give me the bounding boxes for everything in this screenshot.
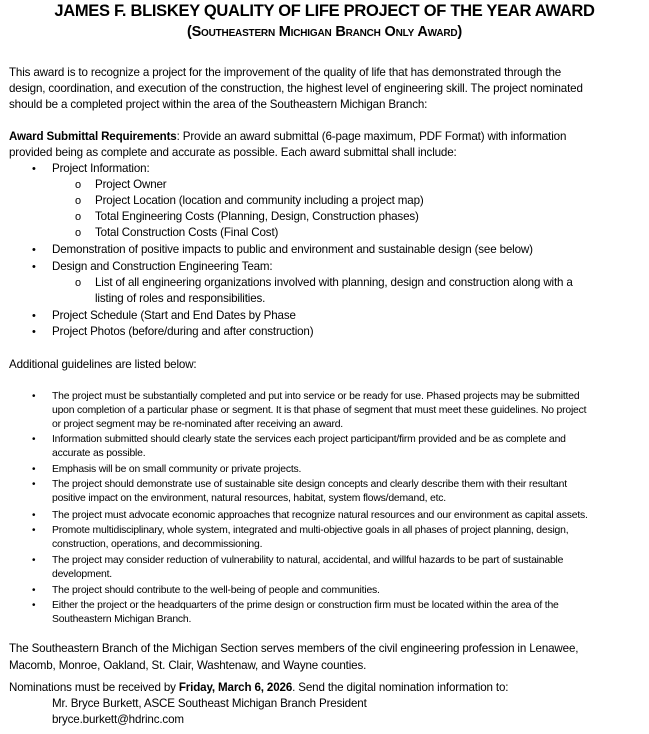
bullet-icon: • <box>32 479 36 490</box>
branch-line: Macomb, Monroe, Oakland, St. Clair, Washtenaw, and Wayne counties. <box>9 659 367 672</box>
guideline-line: Southeastern Michigan Branch. <box>52 614 192 625</box>
page-subtitle: (Southeastern Michigan Branch Only Award) <box>186 24 463 40</box>
guideline-line: The project must advocate economic approaches that recognize natural resources and our environment as capital assets. <box>52 510 588 521</box>
branch-line: The Southeastern Branch of the Michigan Section serves members of the civil engineering profession in Lenawee, <box>9 642 579 655</box>
guidelines-intro: Additional guidelines are listed below: <box>9 358 197 371</box>
requirements-label: Award Submittal Requirements <box>9 130 177 143</box>
bullet-icon: • <box>32 310 36 322</box>
bullet-icon: • <box>32 555 36 566</box>
contact-name: Mr. Bryce Burkett, ASCE Southeast Michigan Branch President <box>52 697 367 710</box>
circle-bullet-icon: o <box>75 195 82 207</box>
guideline-line: upon completion of a particular phase or segment. It is that phase of segment that must meet these guidelines. No project <box>52 405 587 416</box>
requirements-line: Award Submittal Requirements: Provide an award submittal (6-page maximum, PDF Format) with information <box>9 130 567 143</box>
list-item: Demonstration of positive impacts to public and environment and sustainable design (see below) <box>52 243 533 256</box>
list-item: Project Owner <box>95 178 167 191</box>
list-item: Project Location (location and community including a project map) <box>95 194 424 207</box>
guideline-line: Emphasis will be on small community or private projects. <box>52 464 302 475</box>
intro-line: should be a completed project within the area of the Southeastern Michigan Branch: <box>9 98 428 111</box>
bullet-icon: • <box>32 510 36 521</box>
bullet-icon: • <box>32 326 36 338</box>
list-item: Total Construction Costs (Final Cost) <box>95 226 279 239</box>
circle-bullet-icon: o <box>75 227 82 239</box>
bullet-icon: • <box>32 600 36 611</box>
contact-email-link[interactable]: bryce.burkett@hdrinc.com <box>52 713 184 726</box>
requirements-line: provided being as complete and accurate as possible. Each award submittal shall include: <box>9 146 457 159</box>
guideline-line: The project may consider reduction of vulnerability to natural, accidental, and willful hazards to be part of sustainable <box>52 555 564 566</box>
deadline-date: Friday, March 6, 2026 <box>178 681 293 694</box>
guideline-line: The project should demonstrate use of sustainable site design concepts and clearly describe them with their resultant <box>52 479 567 490</box>
list-item: List of all engineering organizations involved with planning, design and construction along with a <box>95 276 573 289</box>
bullet-icon: • <box>32 525 36 536</box>
guideline-line: construction, operations, and decommissioning. <box>52 539 263 550</box>
list-item: Project Schedule (Start and End Dates by Phase <box>52 309 296 322</box>
list-item: Project Information: <box>52 162 150 175</box>
guideline-line: Information submitted should clearly state the services each project participant/firm provided and be as complete and <box>52 434 566 445</box>
circle-bullet-icon: o <box>75 277 82 289</box>
list-item: Project Photos (before/during and after construction) <box>52 325 314 338</box>
guideline-line: The project should contribute to the well-being of people and communities. <box>52 585 380 596</box>
list-item: Total Engineering Costs (Planning, Design, Construction phases) <box>95 210 419 223</box>
bullet-icon: • <box>32 391 36 402</box>
page-title: JAMES F. BLISKEY QUALITY OF LIFE PROJECT OF THE YEAR AWARD <box>54 2 595 20</box>
bullet-icon: • <box>32 434 36 445</box>
list-item-continuation: listing of roles and responsibilities. <box>95 292 266 305</box>
bullet-icon: • <box>32 585 36 596</box>
circle-bullet-icon: o <box>75 179 82 191</box>
list-item: Design and Construction Engineering Team: <box>52 260 273 273</box>
bullet-icon: • <box>32 244 36 256</box>
circle-bullet-icon: o <box>75 211 82 223</box>
guideline-line: Promote multidisciplinary, whole system, integrated and multi-objective goals in all phases of project planning, design, <box>52 525 569 536</box>
intro-line: This award is to recognize a project for the improvement of the quality of life that has demonstrated through the <box>9 66 562 79</box>
guideline-line: positive impact on the environment, natural resources, habitat, system flows/demand, etc. <box>52 493 446 504</box>
guideline-line: accurate as possible. <box>52 448 146 459</box>
guideline-line: development. <box>52 569 112 580</box>
guideline-line: or project segment may be re-nominated after receiving an award. <box>52 419 343 430</box>
deadline-line: Nominations must be received by Friday, March 6, 2026. Send the digital nomination information to: <box>9 681 509 694</box>
bullet-icon: • <box>32 464 36 475</box>
guideline-line: Either the project or the headquarters of the prime design or construction firm must be located within the area of the <box>52 600 559 611</box>
intro-line: design, coordination, and execution of the construction, the highest level of engineering skill. The project nominated <box>9 82 583 95</box>
bullet-icon: • <box>32 261 36 273</box>
guideline-line: The project must be substantially completed and put into service or be ready for use. Phased projects may be submitted <box>52 391 580 402</box>
bullet-icon: • <box>32 163 36 175</box>
